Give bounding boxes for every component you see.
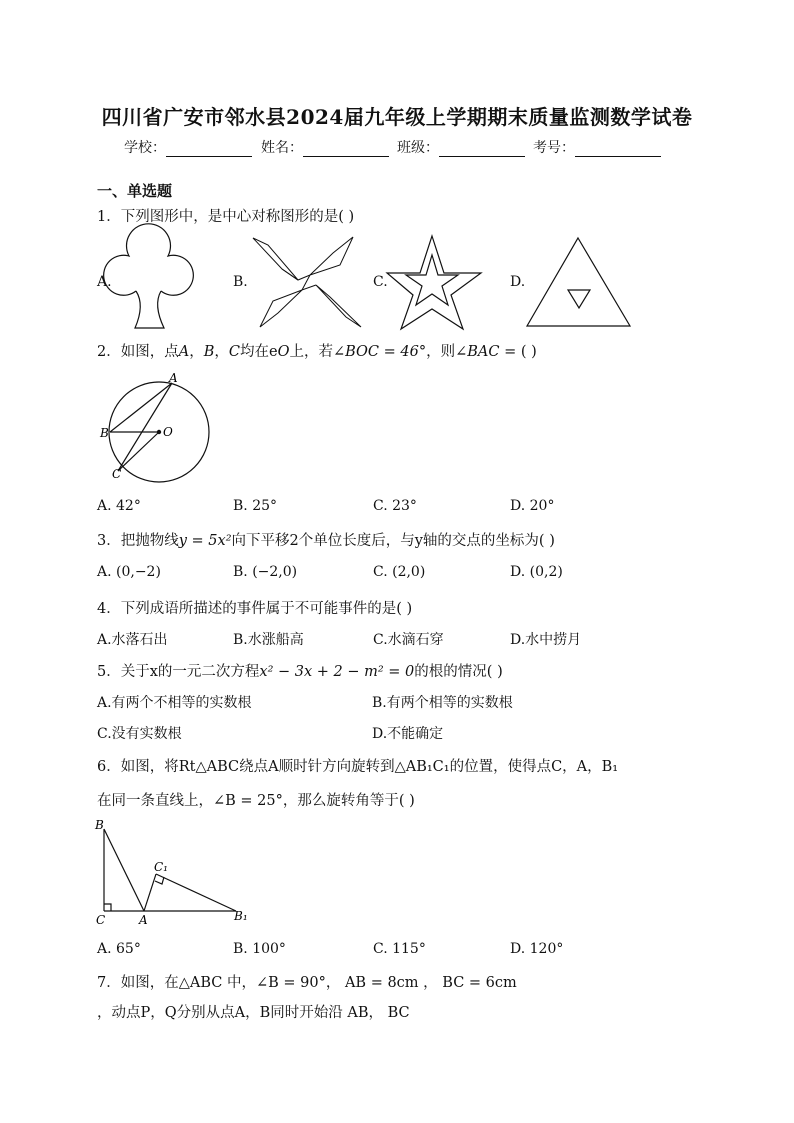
question-6-line-1: 6．如图，将Rt△ABC绕点A顺时针方向旋转到△AB₁C₁的位置，使得点C，A，B₁ [97, 759, 619, 775]
question-1-stem: 1．下列图形中，是中心对称图形的是( ) [97, 209, 355, 225]
q6-option-b[interactable]: B. 100° [233, 941, 286, 957]
q5-option-b[interactable]: B.有两个相等的实数根 [372, 695, 513, 711]
q5-prefix: 5．关于x的一元二次方程 [97, 664, 260, 680]
name-blank[interactable] [303, 142, 389, 157]
pinwheel-figure [248, 235, 368, 330]
exam-number-blank[interactable] [575, 142, 661, 157]
question-6-line-2: 在同一条直线上，∠B = 25°，那么旋转角等于( ) [97, 793, 415, 809]
q5-rest: 的根的情况( ) [414, 664, 503, 680]
q3-formula: y = 5x² [178, 533, 232, 549]
name-label: 姓名： [261, 140, 303, 156]
q2-circle-symbol: e [268, 344, 278, 360]
q4-option-c[interactable]: C.水滴石穿 [373, 632, 444, 648]
circle-label-b: B [100, 426, 109, 440]
q4-option-d[interactable]: D.水中捞月 [510, 632, 582, 648]
q5-option-a[interactable]: A.有两个不相等的实数根 [97, 695, 252, 711]
class-label: 班级： [397, 140, 439, 156]
question-3-stem [97, 529, 555, 550]
name-field [261, 137, 393, 157]
q2-text-1: 均在 [239, 344, 269, 360]
triangle-figure [526, 236, 636, 331]
rotation-label-b: B [95, 818, 104, 832]
q3-prefix: 3．把抛物线 [97, 533, 179, 549]
question-4-stem: 4．下列成语所描述的事件属于不可能事件的是( ) [97, 601, 413, 617]
circle-label-a: A [169, 371, 178, 385]
q1-option-b[interactable]: B. [233, 274, 248, 290]
q5-option-d[interactable]: D.不能确定 [372, 726, 444, 742]
q6-option-c[interactable]: C. 115° [373, 941, 426, 957]
rotation-label-a: A [139, 913, 148, 927]
rotation-figure [94, 816, 264, 928]
q2-option-c[interactable]: C. 23° [373, 498, 417, 514]
question-5-stem [97, 660, 503, 681]
q2-angle-boc: ∠BOC = 46° [332, 344, 427, 360]
q2-center-o: O [277, 344, 290, 360]
circle-label-c: C [112, 467, 122, 481]
q5-option-c[interactable]: C.没有实数根 [97, 726, 182, 742]
section-heading: 一、单选题 [97, 182, 173, 200]
q2-option-d[interactable]: D. 20° [510, 498, 555, 514]
q3-option-c[interactable]: C. (2,0) [373, 564, 426, 580]
circle-figure [98, 368, 218, 483]
q4-option-a[interactable]: A.水落石出 [97, 632, 168, 648]
q2-sep-2: ， [214, 344, 229, 360]
q4-option-b[interactable]: B.水涨船高 [233, 632, 304, 648]
tree-figure [105, 230, 195, 332]
q2-point-b: B [203, 344, 215, 360]
exam-number-label: 考号： [533, 140, 575, 156]
q6-option-d[interactable]: D. 120° [510, 941, 564, 957]
q2-angle-bac: ∠BAC [455, 344, 500, 360]
rotation-label-c1: C₁ [154, 860, 168, 874]
q3-option-a[interactable]: A. (0,−2) [97, 564, 161, 580]
class-field [397, 137, 529, 157]
question-7-line-2: ，动点P，Q分别从点A，B同时开始沿 AB， BC [97, 1005, 410, 1021]
q2-point-a: A [178, 344, 190, 360]
q3-rest: 向下平移2个单位长度后，与y轴的交点的坐标为( ) [231, 533, 555, 549]
q2-option-a[interactable]: A. 42° [97, 498, 141, 514]
page-title: 四川省广安市邻水县2024届九年级上学期期末质量监测数学试卷 [101, 105, 693, 129]
school-label: 学校： [124, 140, 166, 156]
school-field [124, 137, 256, 157]
q6-option-a[interactable]: A. 65° [97, 941, 141, 957]
q2-sep-1: ， [189, 344, 204, 360]
rotation-label-b1: B₁ [234, 909, 248, 923]
q2-text-3: ，则 [426, 344, 456, 360]
q3-option-d[interactable]: D. (0,2) [510, 564, 563, 580]
q2-text-4: = ( ) [499, 344, 537, 360]
q5-formula: x² − 3x + 2 − m² = 0 [259, 664, 415, 680]
circle-label-o: O [163, 425, 173, 439]
q2-option-b[interactable]: B. 25° [233, 498, 278, 514]
rotation-label-c: C [96, 913, 106, 927]
question-2-stem [97, 340, 537, 361]
class-blank[interactable] [439, 142, 525, 157]
question-7-line-1: 7．如图，在△ABC 中，∠B = 90°， AB = 8cm ， BC = 6cm [97, 975, 517, 991]
q2-point-c: C [228, 344, 240, 360]
q1-option-a[interactable]: A. [97, 274, 112, 290]
star-figure [387, 233, 482, 331]
q1-option-c[interactable]: C. [373, 274, 388, 290]
q2-text-2: 上，若 [289, 344, 333, 360]
q2-prefix: 2．如图，点 [97, 344, 179, 360]
exam-number-field [533, 137, 665, 157]
q3-option-b[interactable]: B. (−2,0) [233, 564, 298, 580]
q1-option-d[interactable]: D. [510, 274, 526, 290]
school-blank[interactable] [166, 142, 252, 157]
